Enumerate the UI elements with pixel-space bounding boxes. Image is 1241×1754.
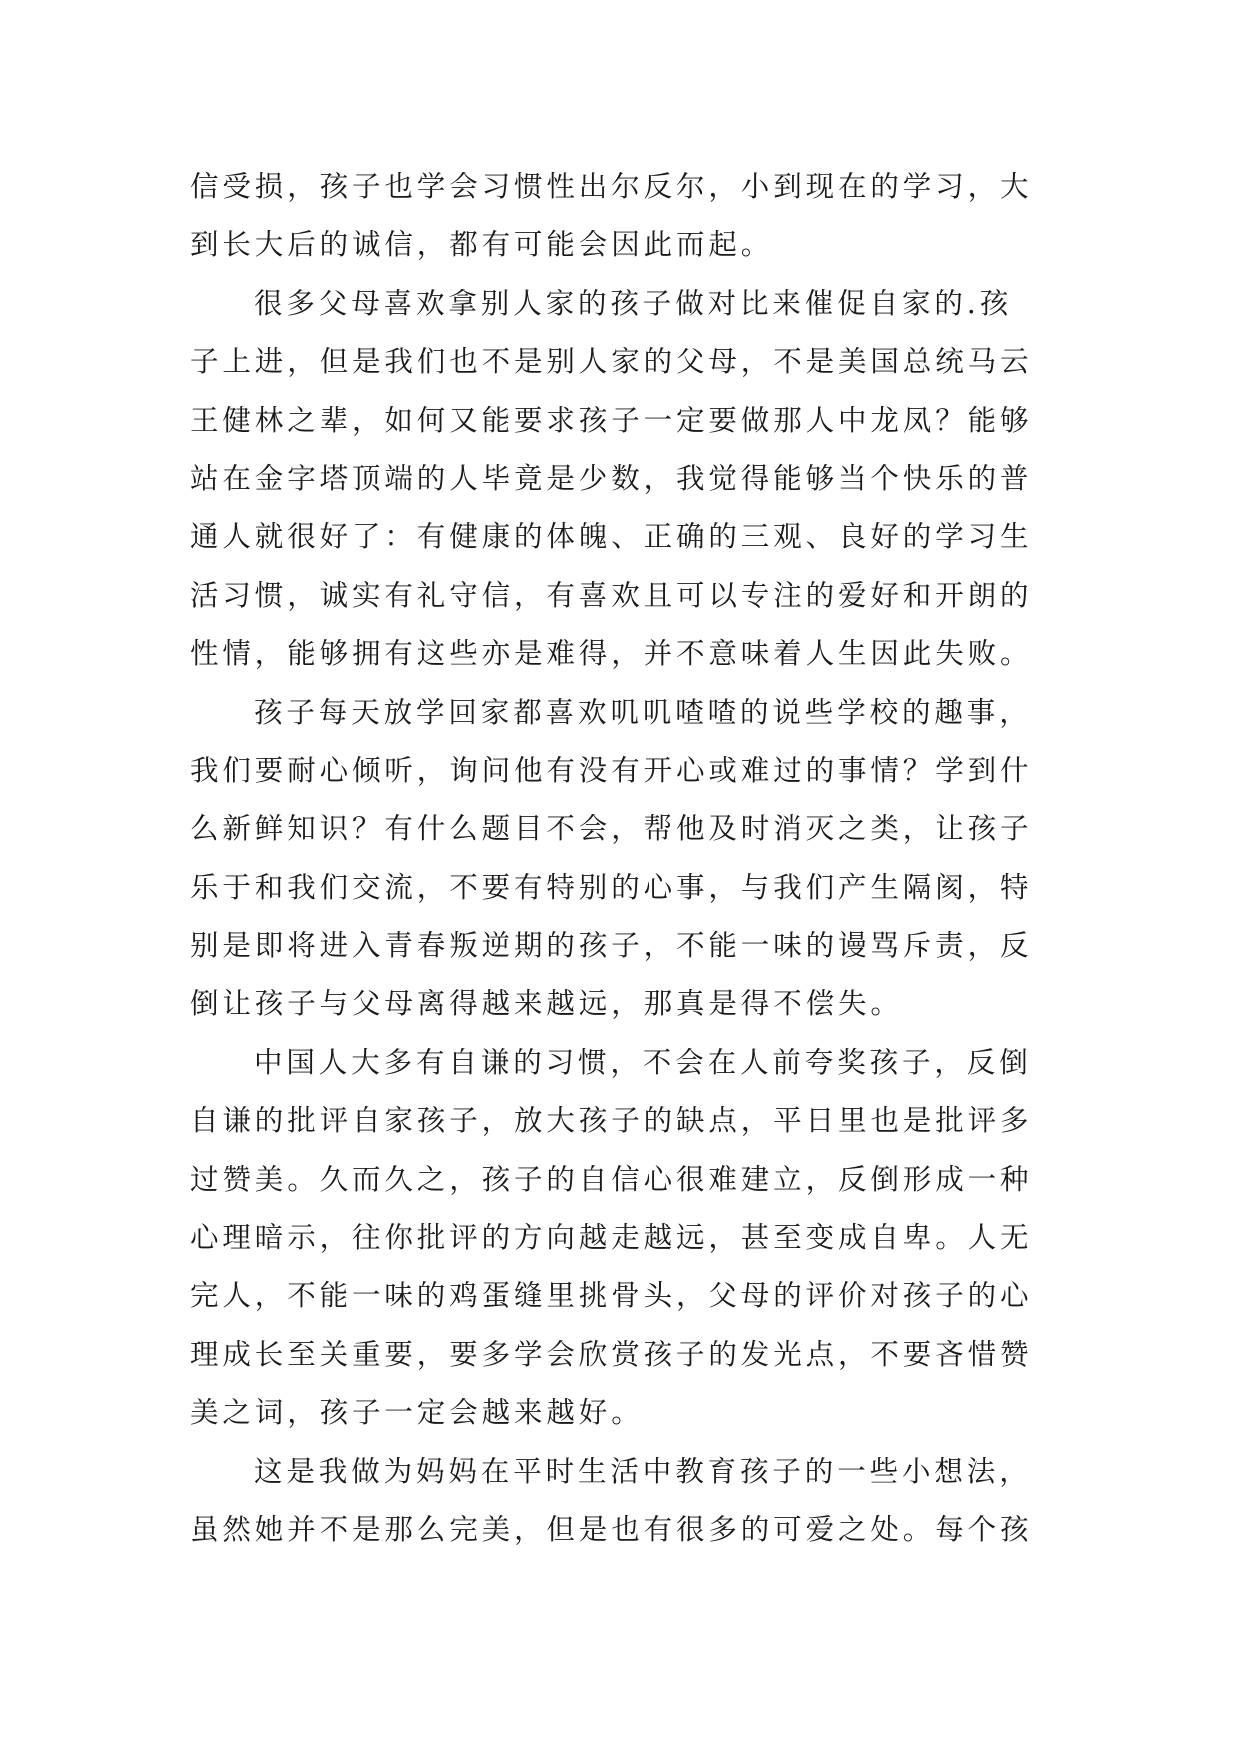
text-line: 这是我做为妈妈在平时生活中教育孩子的一些小想法， bbox=[254, 1454, 1032, 1488]
text-line: 通人就很好了：有健康的体魄、正确的三观、良好的学习生 bbox=[190, 520, 1033, 554]
text-line: 心理暗示，往你批评的方向越走越远，甚至变成自卑。人无 bbox=[190, 1221, 1033, 1255]
text-line: 虽然她并不是那么完美，但是也有很多的可爱之处。每个孩 bbox=[190, 1512, 1033, 1546]
body-text bbox=[190, 158, 1050, 1559]
text-line: 子上进，但是我们也不是别人家的父母，不是美国总统马云 bbox=[190, 345, 1033, 379]
text-line: 自谦的批评自家孩子，放大孩子的缺点，平日里也是批评多 bbox=[190, 1104, 1033, 1138]
text-line: 理成长至关重要，要多学会欣赏孩子的发光点，不要吝惜赞 bbox=[190, 1337, 1033, 1371]
text-line: 别是即将进入青春叛逆期的孩子，不能一味的谩骂斥责，反 bbox=[190, 929, 1033, 963]
text-line: 么新鲜知识？有什么题目不会，帮他及时消灭之类，让孩子 bbox=[190, 812, 1033, 846]
text-line: 我们要耐心倾听，询问他有没有开心或难过的事情？学到什 bbox=[190, 753, 1033, 787]
text-line: 过赞美。久而久之，孩子的自信心很难建立，反倒形成一种 bbox=[190, 1162, 1033, 1196]
text-line: 性情，能够拥有这些亦是难得，并不意味着人生因此失败。 bbox=[190, 637, 1033, 671]
text-line: 乐于和我们交流，不要有特别的心事，与我们产生隔阂，特 bbox=[190, 870, 1033, 904]
text-line: 完人，不能一味的鸡蛋缝里挑骨头，父母的评价对孩子的心 bbox=[190, 1279, 1033, 1313]
text-line: 站在金字塔顶端的人毕竟是少数，我觉得能够当个快乐的普 bbox=[190, 461, 1033, 495]
text-line: 王健林之辈，如何又能要求孩子一定要做那人中龙凤？能够 bbox=[190, 403, 1033, 437]
text-line: 信受损，孩子也学会习惯性出尔反尔，小到现在的学习，大 bbox=[190, 170, 1033, 203]
text-line: 中国人大多有自谦的习惯，不会在人前夸奖孩子，反倒 bbox=[254, 1045, 1032, 1079]
text-line: 倒让孩子与父母离得越来越远，那真是得不偿失。 bbox=[190, 987, 903, 1021]
text-line: 孩子每天放学回家都喜欢叽叽喳喳的说些学校的趣事， bbox=[254, 695, 1032, 729]
text-line: 很多父母喜欢拿别人家的孩子做对比来催促自家的.孩 bbox=[254, 286, 1013, 320]
text-line: 美之词，孩子一定会越来越好。 bbox=[190, 1396, 644, 1430]
text-line: 活习惯，诚实有礼守信，有喜欢且可以专注的爱好和开朗的 bbox=[190, 578, 1033, 612]
text-line: 到长大后的诚信，都有可能会因此而起。 bbox=[190, 228, 774, 262]
